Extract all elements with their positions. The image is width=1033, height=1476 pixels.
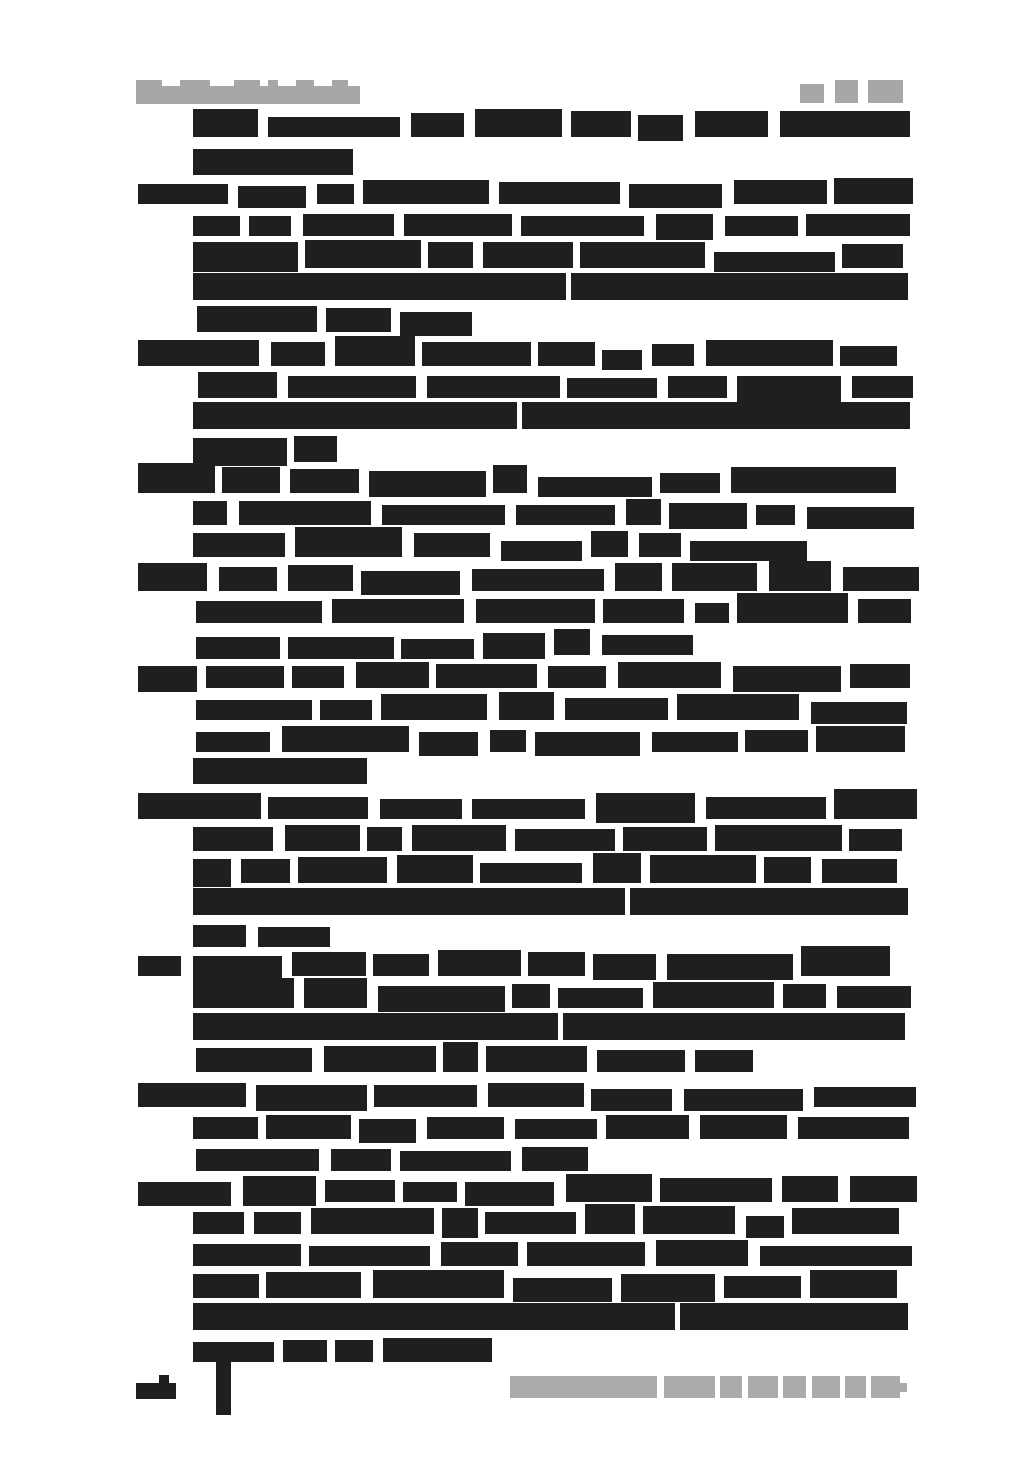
redacted-text-line: [193, 399, 910, 429]
word-gap: [778, 1376, 783, 1398]
redacted-text-line: [138, 336, 905, 366]
redacted-text-line: [138, 174, 908, 204]
redacted-text-line: [193, 885, 908, 915]
redacted-text-line: [193, 270, 908, 300]
redacted-text-line: [193, 495, 903, 525]
page-reference-segment: [800, 84, 824, 103]
redacted-text-line: [193, 754, 367, 784]
redacted-text-line: [193, 1204, 910, 1234]
ascender-bump: [332, 80, 348, 87]
footer-note-blob: [510, 1376, 900, 1398]
redacted-text-line: [193, 1332, 495, 1362]
redacted-text-line: [196, 722, 908, 752]
redacted-text-line: [193, 821, 905, 851]
word-gap: [866, 1376, 871, 1398]
redacted-text-line: [196, 1141, 585, 1171]
page-number-blob: [136, 1383, 176, 1399]
running-head-blob: [136, 80, 360, 104]
redacted-text-line: [138, 789, 910, 819]
redacted-text-line: [193, 432, 337, 462]
redacted-text-line: [193, 1109, 910, 1139]
redacted-text-line: [193, 527, 805, 557]
redacted-text-line: [198, 368, 908, 398]
ascender-bump: [234, 80, 260, 87]
redacted-text-line: [138, 658, 908, 688]
word-gap: [806, 1376, 812, 1398]
redacted-text-line: [193, 206, 905, 236]
ascender-bump: [180, 80, 210, 87]
ascender-bump: [136, 80, 162, 87]
note-tail-nub: [900, 1383, 907, 1392]
redacted-text-line: [196, 625, 690, 655]
ascender-bump: [296, 80, 314, 87]
redacted-text-line: [138, 946, 905, 976]
word-gap: [840, 1376, 845, 1398]
redacted-text-line: [196, 1042, 750, 1072]
redacted-text-line: [138, 561, 905, 591]
word-gap: [715, 1376, 720, 1398]
redacted-text-line: [138, 463, 905, 493]
redacted-text-line: [193, 917, 330, 947]
redacted-text-line: [138, 1172, 908, 1202]
page-number-ascender: [159, 1375, 169, 1383]
redacted-text-line: [196, 690, 905, 720]
redacted-text-line: [193, 978, 908, 1008]
redacted-text-line: [138, 1077, 908, 1107]
redacted-text-line: [193, 107, 905, 137]
ascender-bump: [268, 80, 278, 87]
redacted-text-line: [196, 593, 910, 623]
page-reference-segment: [868, 80, 903, 103]
word-gap: [657, 1376, 664, 1398]
redacted-text-line: [193, 1300, 908, 1330]
redacted-text-line: [193, 238, 910, 268]
redacted-text-line: [193, 1236, 908, 1266]
word-gap: [742, 1376, 748, 1398]
page-reference-segment: [835, 80, 858, 103]
redacted-text-line: [193, 1268, 905, 1298]
redacted-text-line: [193, 1010, 905, 1040]
redacted-text-line: [193, 141, 353, 171]
redacted-text-line: [197, 302, 470, 332]
redacted-text-line: [193, 853, 908, 883]
footer-divider-bar: [216, 1360, 231, 1415]
